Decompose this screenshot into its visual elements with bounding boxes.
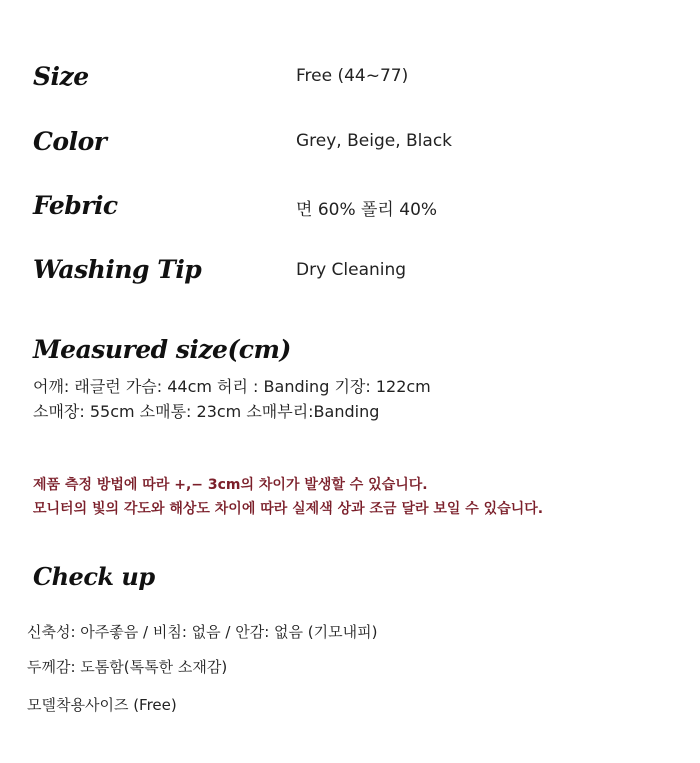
notice-line-1: 제품 측정 방법에 따라 +,− 3cm의 차이가 발생할 수 있습니다. <box>33 477 428 493</box>
color-label: Color <box>33 127 107 156</box>
size-label: Size <box>33 62 89 91</box>
washing-tip-label: Washing Tip <box>33 255 202 284</box>
measured-line-1: 어깨: 래글런 가슴: 44cm 허리 : Banding 기장: 122cm <box>33 377 431 396</box>
size-value: Free (44~77) <box>296 66 409 86</box>
washing-tip-value: Dry Cleaning <box>296 260 407 280</box>
notice-line-2: 모니터의 빛의 각도와 해상도 차이에 따라 실제색 상과 조금 달라 보일 수 있습니다. <box>33 501 544 517</box>
check-up-line-3: 모델착용사이즈 (Free) <box>27 696 177 714</box>
measured-line-2: 소매장: 55cm 소매통: 23cm 소매부리:Banding <box>33 402 380 421</box>
fabric-label: Febric <box>33 191 118 220</box>
check-up-title: Check up <box>33 562 155 591</box>
check-up-line-2: 두께감: 도톰함(톡톡한 소재감) <box>27 658 228 676</box>
color-value: Grey, Beige, Black <box>296 131 453 151</box>
check-up-line-1: 신축성: 아주좋음 / 비침: 없음 / 안감: 없음 (기모내피) <box>27 623 378 641</box>
measured-size-title: Measured size(cm) <box>33 335 291 364</box>
fabric-value: 면 60% 폴리 40% <box>296 200 438 220</box>
